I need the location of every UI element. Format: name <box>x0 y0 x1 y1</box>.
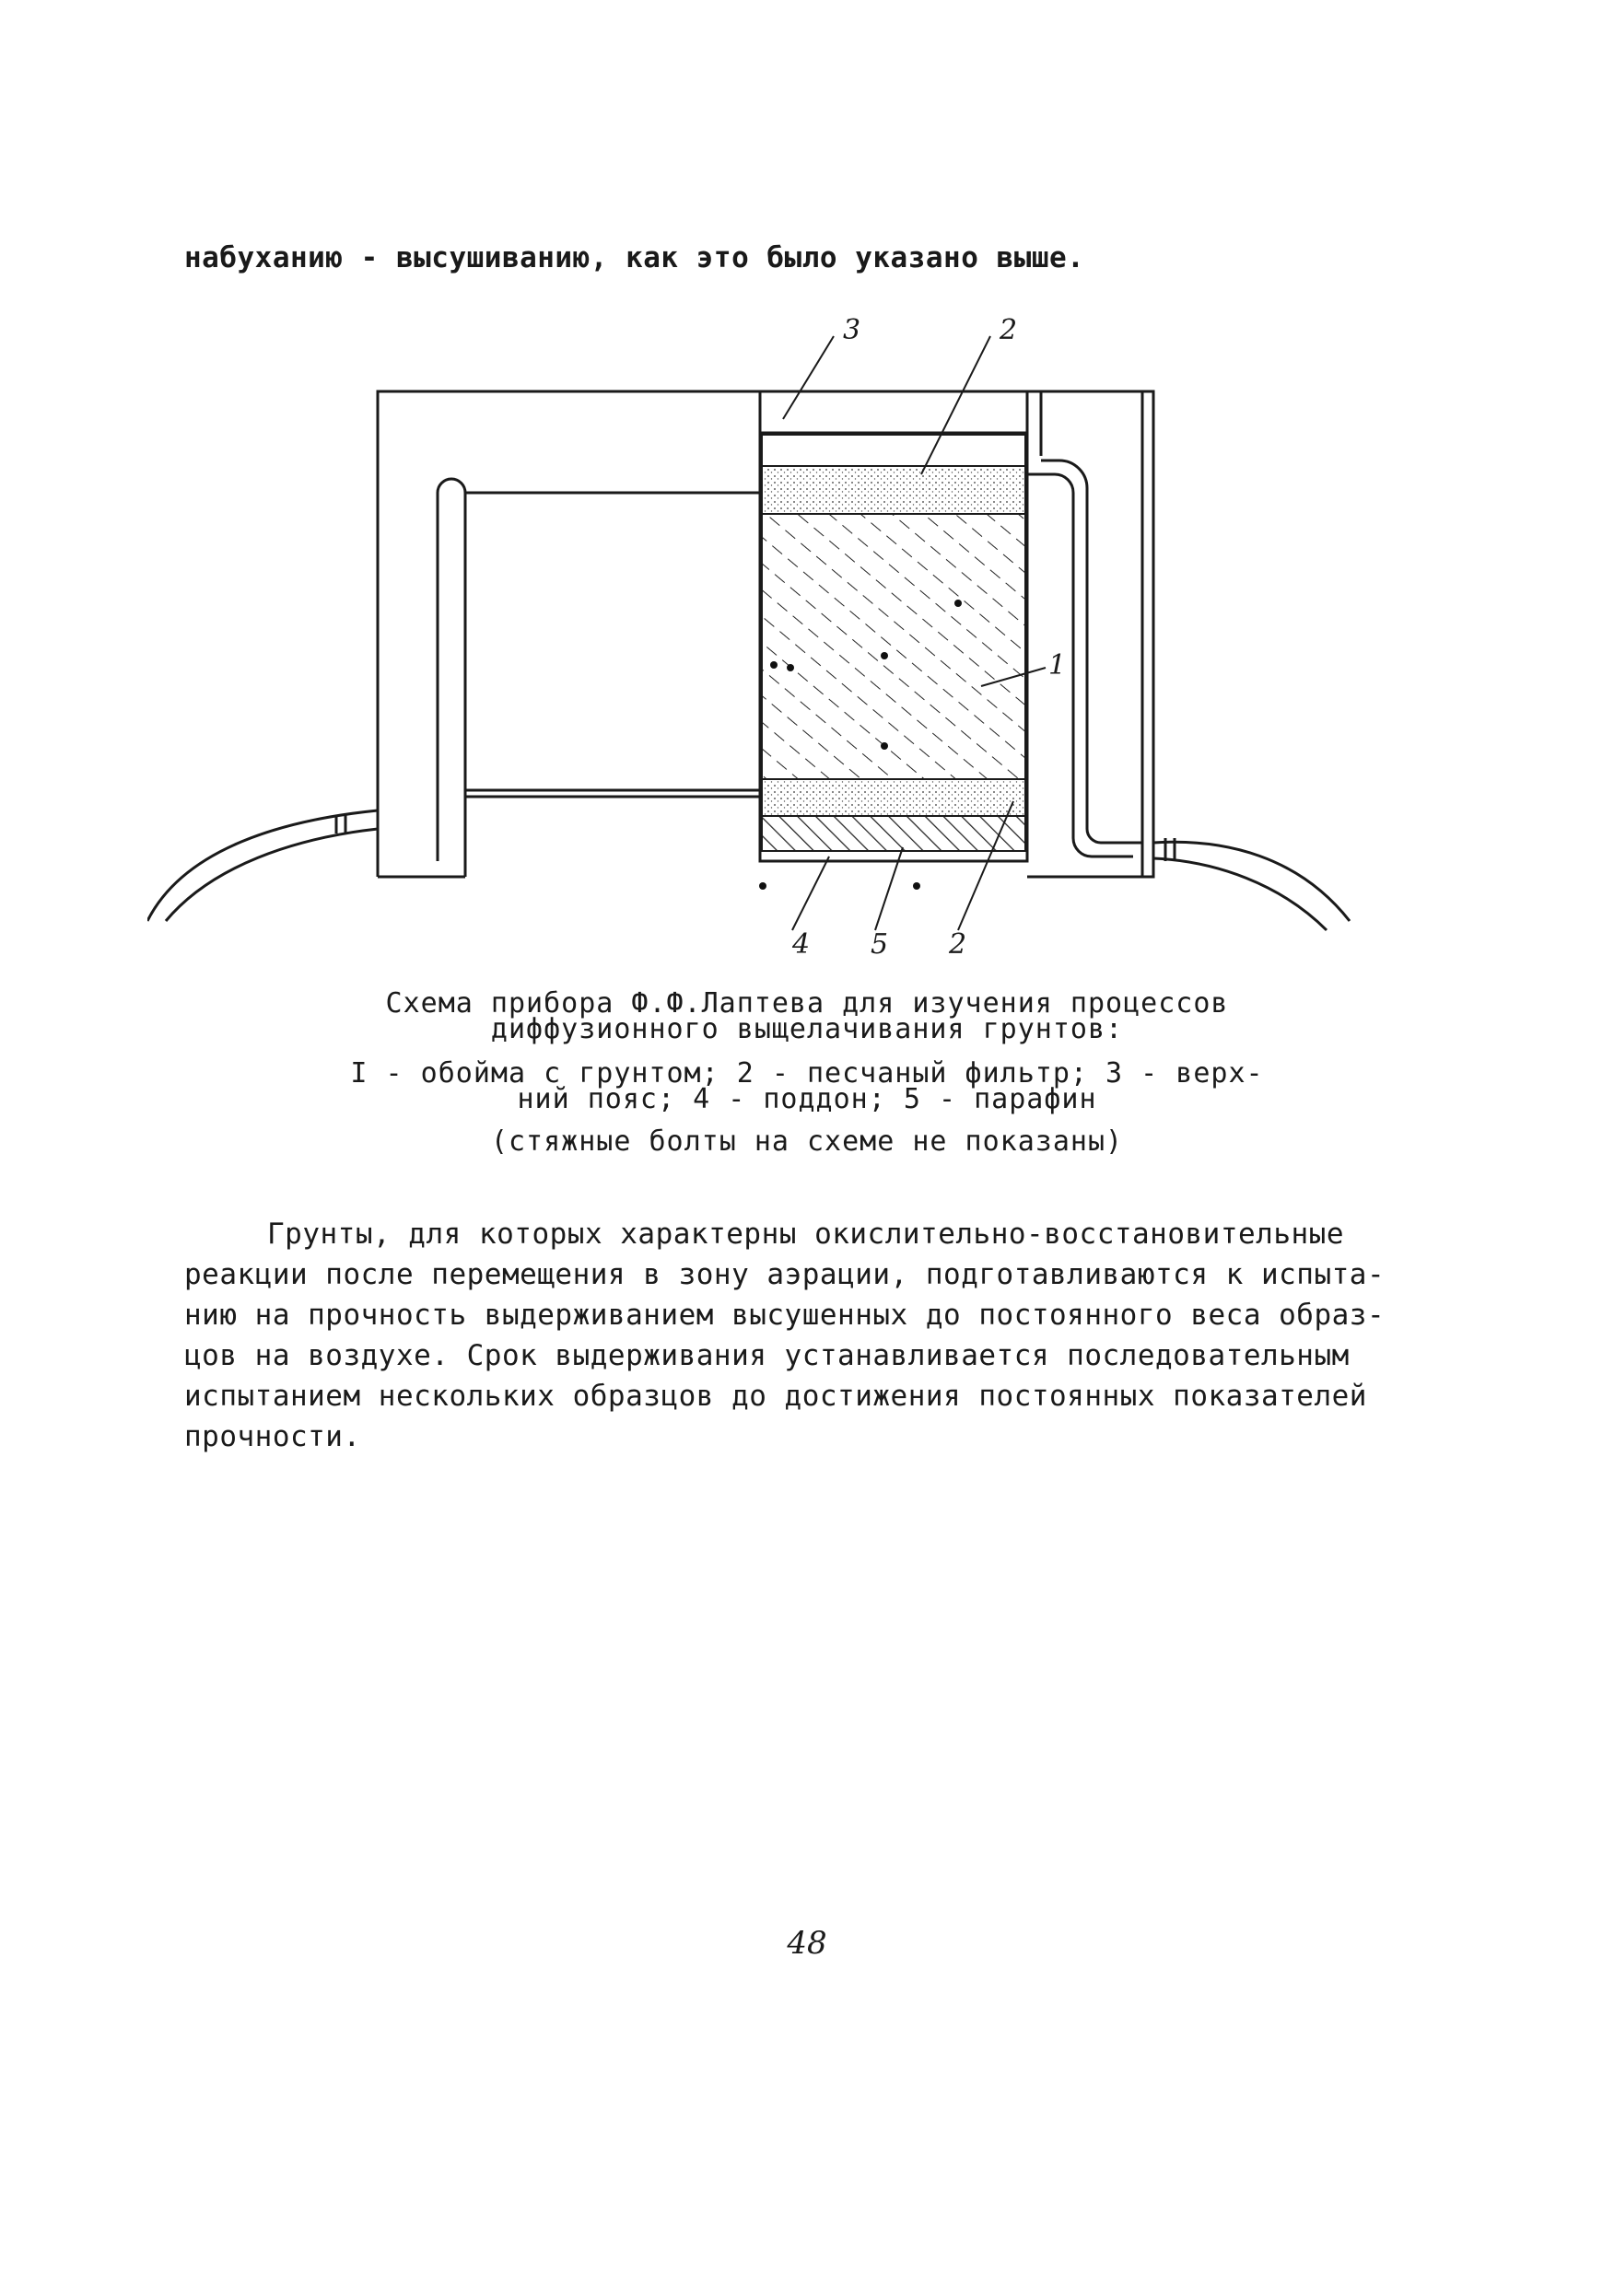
caption-line-5: (стяжные болты на схеме не показаны) <box>490 1125 1124 1158</box>
paragraph-line-4: цов на воздухе. Срок выдерживания устанавливается последовательным <box>184 1339 1350 1372</box>
paragraph-line-5: испытанием нескольких образцов до достижения постоянных показателей <box>184 1380 1367 1413</box>
sand-filter-top <box>762 466 1025 514</box>
top-text-line: набуханию - высушиванию, как это было указано выше. <box>184 241 1085 274</box>
page-number: 48 <box>787 1925 827 1962</box>
label-1: 1 <box>1048 649 1067 682</box>
paragraph-line-2: реакции после перемещения в зону аэрации, подготавливаются к испыта- <box>184 1258 1386 1291</box>
soil-sample <box>762 514 1025 779</box>
label-2-bottom: 2 <box>949 928 967 961</box>
paraffin-layer <box>762 816 1025 851</box>
label-3: 3 <box>843 314 861 346</box>
caption-line-2: диффузионного выщелачивания грунтов: <box>490 1013 1124 1045</box>
caption-line-1: Схема прибора Ф.Ф.Лаптева для изучения процессов <box>385 987 1229 1020</box>
paragraph-line-6: прочности. <box>184 1420 361 1453</box>
label-5: 5 <box>871 928 889 961</box>
paragraph-line-3: нию на прочность выдерживанием высушенных до постоянного веса образ- <box>184 1299 1386 1332</box>
label-4: 4 <box>792 928 811 961</box>
paragraph-line-1: Грунты, для которых характерны окислительно-восстановительные <box>267 1218 1344 1251</box>
label-2-top: 2 <box>1000 314 1018 346</box>
caption-line-4: ний пояс; 4 - поддон; 5 - парафин <box>517 1083 1097 1115</box>
caption-line-3: I - обойма с грунтом; 2 - песчаный фильтр; 3 - верх- <box>350 1057 1264 1090</box>
apparatus-diagram <box>147 313 1363 995</box>
sand-filter-bottom <box>762 779 1025 816</box>
